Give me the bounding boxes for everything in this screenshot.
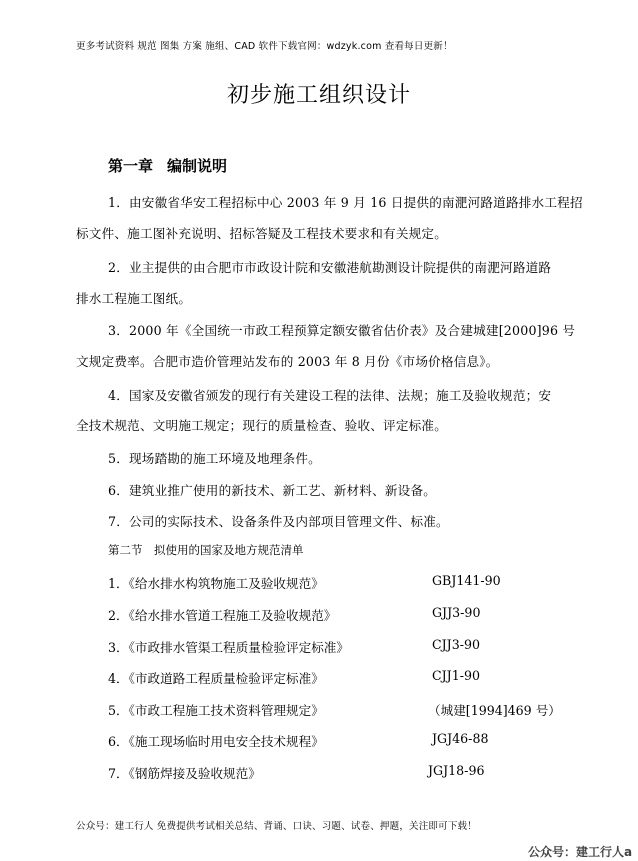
header-note: 更多考试资料 规范 图集 方案 施组、CAD 软件下载官网：wdzyk.com 查看每日更新！ <box>76 41 453 52</box>
paragraph-4-line-2: 全技术规范、文明施工规定；现行的质量检查、验收、评定标准。 <box>76 418 448 433</box>
chapter-number: 第一章 <box>108 157 154 175</box>
paragraph-4-line-1: 4．国家及安徽省颁发的现行有关建设工程的法律、法规；施工及验收规范；安 <box>108 388 552 403</box>
paragraph-6: 6．建筑业推广使用的新技术、新工艺、新材料、新设备。 <box>108 483 437 498</box>
standard-code: GBJ141-90 <box>432 573 501 588</box>
standard-code: CJJ3-90 <box>432 637 481 652</box>
standard-code: CJJ1-90 <box>432 668 481 683</box>
standard-name: 1．《给水排水构筑物施工及验收规范》 <box>108 576 324 591</box>
standard-name: 7．《钢筋焊接及验收规范》 <box>108 766 261 781</box>
paragraph-3-line-1: 3．2000 年《全国统一市政工程预算定额安徽省估价表》及合建城建[2000]96 号 <box>108 323 576 338</box>
standard-code: （城建[1994]469 号） <box>428 703 561 718</box>
standard-name: 3．《市政排水管渠工程质量检验评定标准》 <box>108 640 349 655</box>
watermark: 公众号：建工行人a <box>528 845 633 859</box>
chapter-heading <box>108 155 241 176</box>
paragraph-1-line-1: 1．由安徽省华安工程招标中心 2003 年 9 月 16 日提供的南淝河路道路排水工程招 <box>108 195 583 210</box>
chapter-title: 编制说明 <box>167 157 228 175</box>
paragraph-2-line-1: 2．业主提供的由合肥市市政设计院和安徽港航勘测设计院提供的南淝河路道路 <box>108 260 552 275</box>
standard-name: 5．《市政工程施工技术资料管理规定》 <box>108 703 324 718</box>
standard-name: 2．《给水排水管道工程施工及验收规范》 <box>108 608 337 623</box>
document-title: 初步施工组织设计 <box>226 83 411 108</box>
footer-note: 公众号：建工行人 免费提供考试相关总结、背诵、口诀、习题、试卷、押题，关注即可下载！ <box>76 821 477 832</box>
section-heading: 第二节 拟使用的国家及地方规范清单 <box>108 543 304 557</box>
paragraph-7: 7．公司的实际技术、设备条件及内部项目管理文件、标准。 <box>108 514 449 529</box>
paragraph-3-line-2: 文规定费率。合肥市造价管理站发布的 2003 年 8 月份《市场价格信息》。 <box>76 354 499 369</box>
standard-code: JGJ46-88 <box>432 731 489 746</box>
standard-name: 6．《施工现场临时用电安全技术规程》 <box>108 734 324 749</box>
standard-code: JGJ18-96 <box>428 763 485 778</box>
standard-code: GJJ3-90 <box>432 605 481 620</box>
paragraph-5: 5．现场踏勘的施工环境及地理条件。 <box>108 451 321 466</box>
paragraph-2-line-2: 排水工程施工图纸。 <box>76 291 192 306</box>
standard-name: 4．《市政道路工程质量检验评定标准》 <box>108 671 324 686</box>
paragraph-1-line-2: 标文件、施工图补充说明、招标答疑及工程技术要求和有关规定。 <box>76 226 448 241</box>
